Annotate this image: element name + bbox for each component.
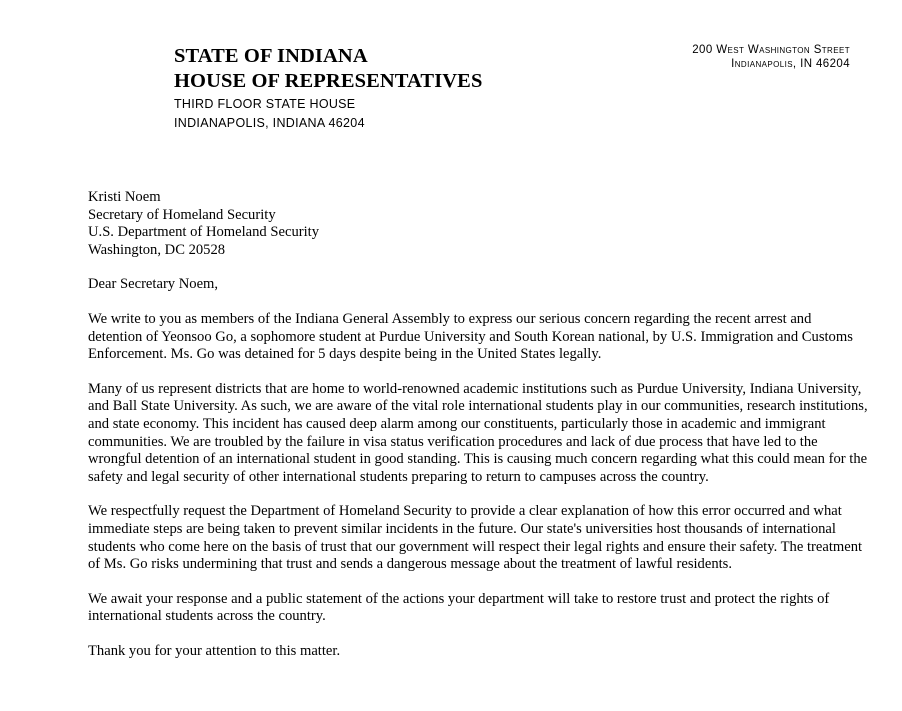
recipient-title: Secretary of Homeland Security bbox=[88, 206, 276, 223]
recipient-city: Washington, DC 20528 bbox=[88, 241, 226, 258]
salutation: Dear Secretary Noem, bbox=[88, 276, 219, 293]
letterhead-address-line2: INDIANAPOLIS, INDIANA 46204 bbox=[174, 116, 365, 130]
return-address-city: Indianapolis, IN 46204 bbox=[731, 57, 850, 70]
letterhead-chamber: HOUSE OF REPRESENTATIVES bbox=[174, 70, 483, 92]
recipient-department: U.S. Department of Homeland Security bbox=[88, 224, 320, 241]
paragraph: We await your response and a public statement of the actions your department will take to restore trust and protect the rights of international students across the country. bbox=[88, 590, 830, 625]
letter-body bbox=[88, 189, 868, 660]
paragraph: We write to you as members of the Indiana General Assembly to express our serious concern regarding the recent arrest and detention of Yeonsoo Go, a sophomore student at Purdue University and South Korean national, by U.S. Immigration and Customs Enforcement. Ms. Go was detained for 5 days despite being in the United States legally. bbox=[88, 310, 853, 363]
paragraph: Many of us represent districts that are home to world-renowned academic institutions such as Purdue University, Indiana University, and Ball State University. As such, we are aware of the vital role international students play in our communities, research institutions, and state economy. This incident has caused deep alarm among our constituents, particularly those in academic and immigrant communities. We are troubled by the failure in visa status verification procedures and lack of due process that have led to the wrongful detention of an international student in good standing. This is causing much concern regarding what this could mean for the safety and legal security of other international students preparing to return to campuses across the country. bbox=[88, 380, 868, 485]
return-address bbox=[692, 44, 850, 71]
closing-line: Thank you for your attention to this matter. bbox=[88, 642, 341, 659]
letterhead-address-line1: THIRD FLOOR STATE HOUSE bbox=[174, 97, 356, 111]
letterhead-state: STATE OF INDIANA bbox=[174, 45, 368, 67]
paragraph: We respectfully request the Department of Homeland Security to provide a clear explanation of how this error occurred and what immediate steps are being taken to prevent similar incidents in the future. Our state's universities host thousands of international students who come here on the basis of trust that our government will respect their legal rights and ensure their safety. The treatment of Ms. Go risks undermining that trust and sends a dangerous message about the treatment of lawful residents. bbox=[88, 503, 863, 573]
recipient-block bbox=[88, 189, 868, 259]
return-address-street: 200 West Washington Street bbox=[692, 44, 850, 56]
recipient-name: Kristi Noem bbox=[88, 189, 161, 205]
letterhead bbox=[174, 44, 482, 133]
